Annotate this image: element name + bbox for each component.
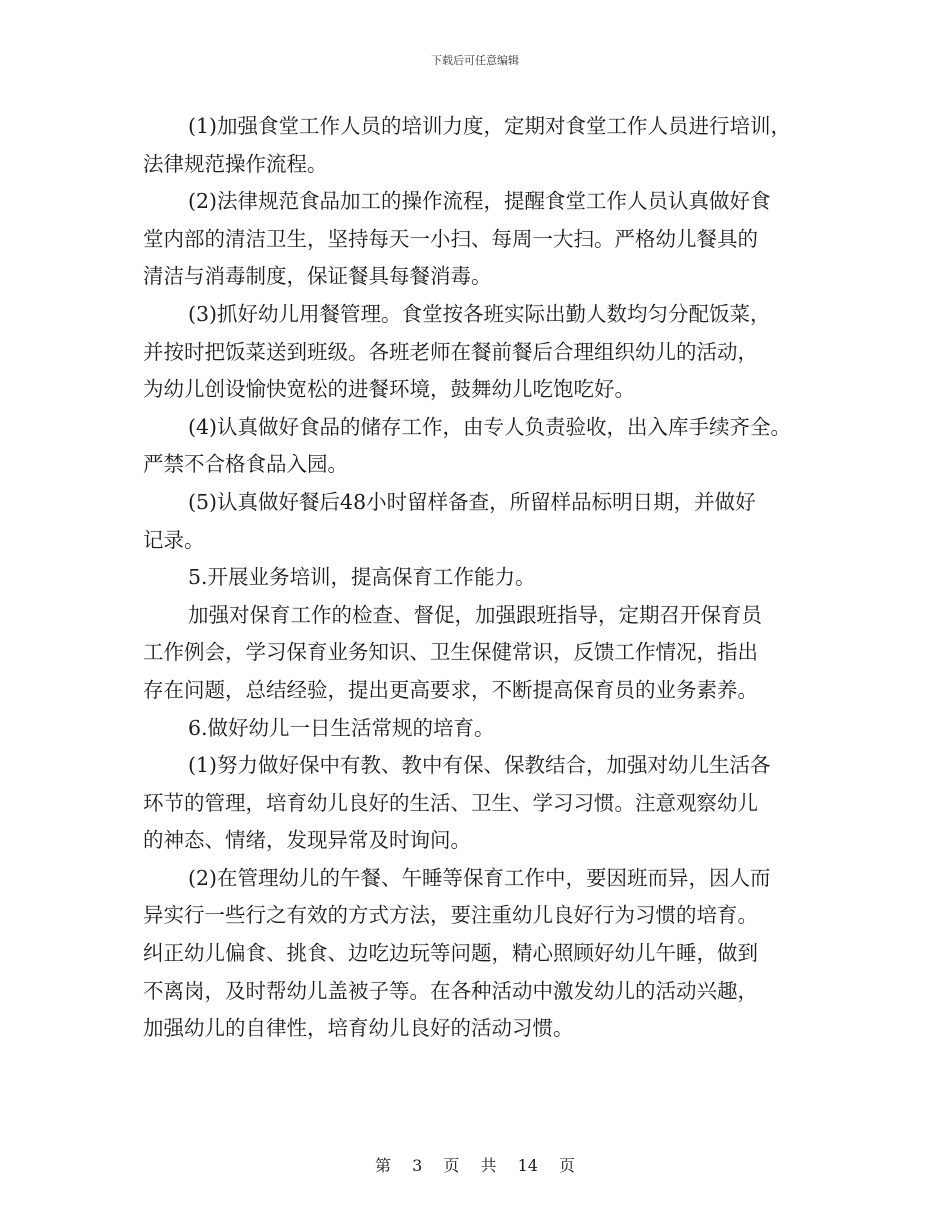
text-line: 纠正幼儿偏食、挑食、边吃边玩等问题，精心照顾好幼儿午睡，做到	[143, 941, 758, 966]
text-line: (1)努力做好保中有教、教中有保、保教结合，加强对幼儿生活各	[188, 753, 771, 778]
text-line: 6.做好幼儿一日生活常规的培育。	[188, 715, 495, 740]
page-header: 下载后可任意编辑	[431, 54, 519, 67]
text-line: (2)在管理幼儿的午餐、午睡等保育工作中，要因班而异，因人而	[188, 865, 771, 890]
footer-label-gong: 共	[480, 1156, 497, 1175]
text-line: 的神态、情绪，发现异常及时询问。	[143, 828, 471, 853]
text-line: (5)认真做好餐后48小时留样备查，所留样品标明日期，并做好	[188, 489, 756, 514]
text-line: 堂内部的清洁卫生，坚持每天一小扫、每周一大扫。严格幼儿餐具的	[143, 226, 758, 251]
text-line: 工作例会，学习保育业务知识、卫生保健常识，反馈工作情况，指出	[143, 640, 758, 665]
text-line: (1)加强食堂工作人员的培训力度，定期对食堂工作人员进行培训，	[188, 114, 792, 138]
text-line: 不离岗，及时帮幼儿盖被子等。在各种活动中激发幼儿的活动兴趣，	[143, 978, 758, 1003]
page-footer	[0, 1153, 950, 1176]
document-body	[143, 108, 823, 1048]
text-line: (4)认真做好食品的储存工作，由专人负责验收，出入库手续齐全。	[188, 414, 792, 439]
text-line: 环节的管理，培育幼儿良好的生活、卫生、学习习惯。注意观察幼儿	[143, 790, 758, 815]
text-line: 加强对保育工作的检查、督促，加强跟班指导，定期召开保育员	[188, 602, 762, 627]
text-line: 严禁不合格食品入园。	[143, 452, 348, 477]
text-line: 法律规范操作流程。	[143, 151, 328, 176]
footer-current-page: 3	[412, 1156, 423, 1175]
footer-label-di: 第	[374, 1156, 391, 1175]
text-line: 为幼儿创设愉快宽松的进餐环境，鼓舞幼儿吃饱吃好。	[143, 377, 635, 402]
text-line: 异实行一些行之有效的方式方法，要注重幼儿良好行为习惯的培育。	[143, 903, 758, 928]
footer-total-pages: 14	[517, 1156, 538, 1175]
footer-label-ye2: 页	[559, 1156, 576, 1175]
footer-label-ye: 页	[443, 1156, 460, 1175]
text-line: 存在问题，总结经验，提出更高要求，不断提高保育员的业务素养。	[143, 677, 758, 702]
text-line: 5.开展业务培训，提高保育工作能力。	[188, 565, 536, 590]
text-line: (3)抓好幼儿用餐管理。食堂按各班实际出勤人数均匀分配饭菜，	[188, 301, 771, 326]
text-line: 记录。	[143, 527, 205, 552]
text-line: 加强幼儿的自律性，培育幼儿良好的活动习惯。	[143, 1016, 574, 1041]
text-line: 清洁与消毒制度，保证餐具每餐消毒。	[143, 264, 492, 289]
text-line: 并按时把饭菜送到班级。各班老师在餐前餐后合理组织幼儿的活动，	[143, 339, 758, 364]
text-line: (2)法律规范食品加工的操作流程，提醒食堂工作人员认真做好食	[188, 189, 771, 214]
